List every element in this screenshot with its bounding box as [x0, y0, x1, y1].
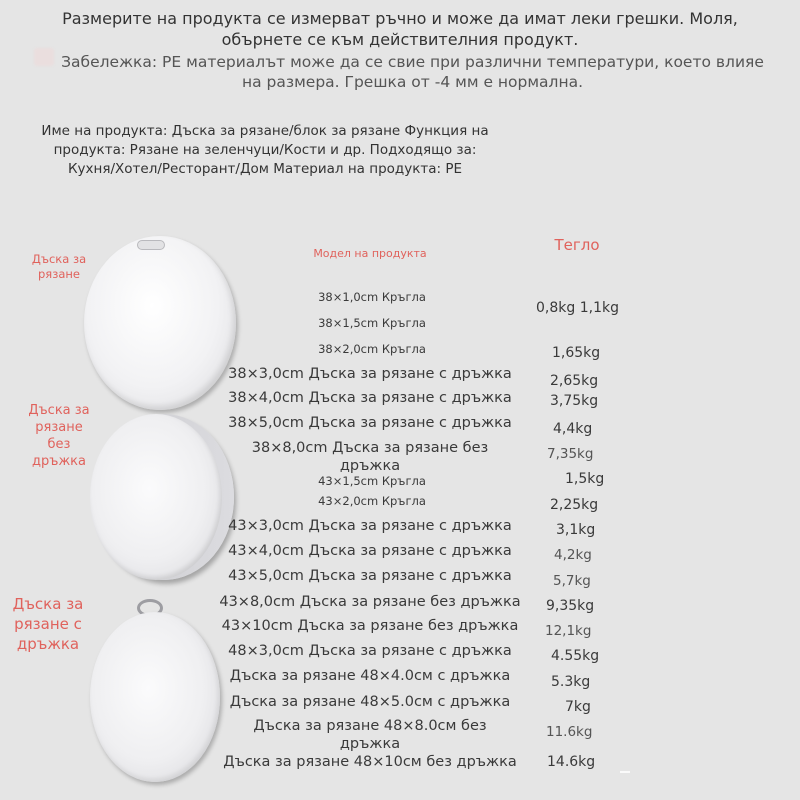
- weight-value: 7,35kg: [547, 446, 594, 462]
- model-column-header: Модел на продукта: [313, 247, 427, 260]
- size-accuracy-notice: Размерите на продукта се измерват ръчно и може да имат леки грешки. Моля, обърнете се към действителния продукт.: [62, 9, 738, 49]
- model-row: Дъска за рязане 48×8.0см без дръжка: [253, 718, 487, 752]
- category-label-with-handle: Дъска за рязане с дръжка: [12, 595, 84, 653]
- model-row: Дъска за рязане 48×4.0см с дръжка: [229, 668, 511, 684]
- model-row: 43×10cm Дъска за рязане без дръжка: [221, 618, 519, 634]
- model-row: Дъска за рязане 48×5.0см с дръжка: [229, 694, 511, 710]
- model-row: 38×1,0cm Кръгла: [318, 290, 426, 304]
- model-row: 38×5,0cm Дъска за рязане с дръжка: [228, 415, 512, 431]
- model-row: 38×2,0cm Кръгла: [318, 342, 426, 356]
- weight-value: 2,65kg: [550, 373, 599, 389]
- model-row: 43×3,0cm Дъска за рязане с дръжка: [228, 518, 512, 534]
- model-row: 38×8,0cm Дъска за рязане без дръжка: [251, 440, 489, 474]
- model-row: 43×4,0cm Дъска за рязане с дръжка: [228, 543, 512, 559]
- thick-cutting-board-image: [90, 414, 222, 580]
- weight-value: 14.6kg: [547, 754, 596, 770]
- model-row: 38×3,0cm Дъска за рязане с дръжка: [228, 366, 512, 382]
- weight-value: 9,35kg: [546, 598, 595, 614]
- model-row: 43×8,0cm Дъска за рязане без дръжка: [219, 594, 521, 610]
- model-row: 43×2,0cm Кръгла: [318, 494, 426, 508]
- handled-cutting-board-image: [90, 612, 220, 782]
- product-description: Име на продукта: Дъска за рязане/блок за рязане Функция на продукта: Рязане на зеленчуци/Кости и др. Подходящо за: Кухня/Хотел/Ресторант/Дом Материал на продукта: PE: [41, 123, 489, 177]
- divider-mark: [620, 771, 630, 773]
- weight-value: 12,1kg: [545, 623, 592, 639]
- model-row: 43×5,0cm Дъска за рязане с дръжка: [228, 568, 512, 584]
- hanging-hole: [137, 240, 165, 250]
- weight-value: 5,7kg: [553, 573, 591, 589]
- weight-value: 4.55kg: [551, 648, 600, 664]
- weight-value: 2,25kg: [550, 497, 599, 513]
- round-cutting-board-image: [84, 236, 236, 410]
- model-row: 38×4,0cm Дъска за рязане с дръжка: [228, 390, 512, 406]
- weight-value: 7kg: [565, 699, 591, 715]
- weight-value: 5.3kg: [551, 674, 591, 690]
- model-row: 38×1,5cm Кръгла: [318, 316, 426, 330]
- weight-value: 0,8kg 1,1kg: [536, 300, 619, 316]
- material-note: Забележка: PE материалът може да се свие при различни температури, което влияе на размера. Грешка от -4 мм е нормална.: [61, 53, 764, 91]
- weight-value: 1,65kg: [552, 345, 601, 361]
- weight-value: 3,1kg: [556, 522, 596, 538]
- weight-value: 1,5kg: [565, 471, 605, 487]
- model-row: 43×1,5cm Кръгла: [318, 474, 426, 488]
- category-label-no-handle: Дъска за рязане без дръжка: [28, 403, 90, 469]
- weight-value: 4,4kg: [553, 421, 593, 437]
- category-label-round: Дъска за рязане: [31, 252, 87, 281]
- weight-value: 4,2kg: [554, 547, 592, 563]
- model-row: 48×3,0cm Дъска за рязане с дръжка: [228, 643, 512, 659]
- model-row: Дъска за рязане 48×10см без дръжка: [223, 754, 517, 770]
- weight-column-header: Тегло: [554, 236, 600, 254]
- weight-value: 3,75kg: [550, 393, 599, 409]
- weight-value: 11.6kg: [546, 724, 593, 740]
